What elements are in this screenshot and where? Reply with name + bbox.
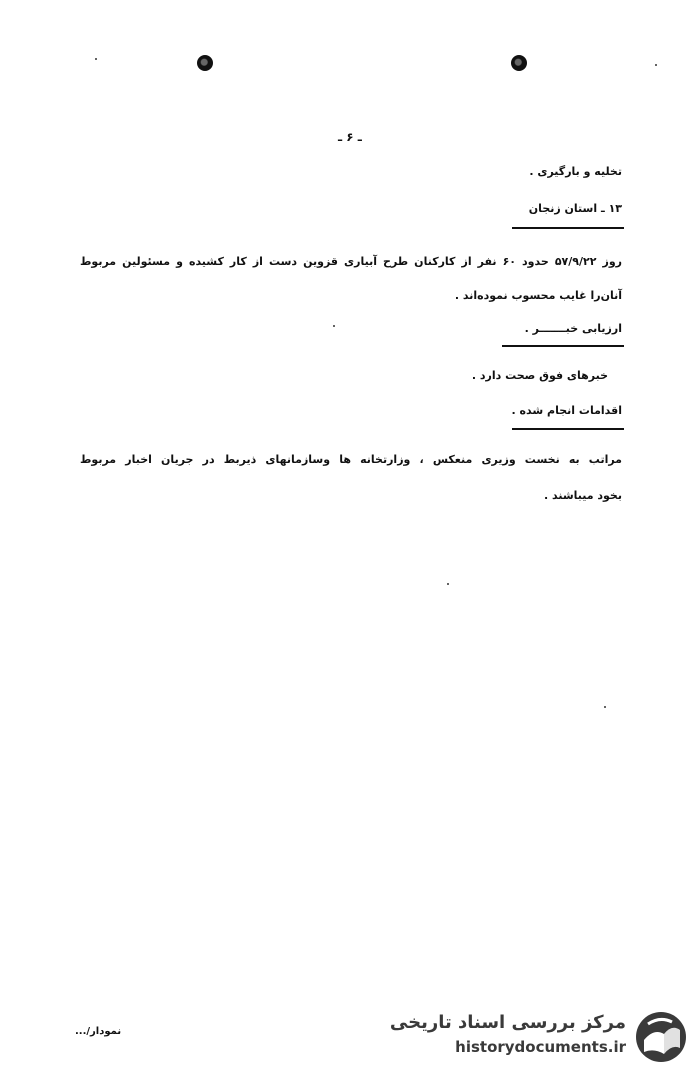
paragraph-line: آنان‌را غایب محسوب نموده‌اند . bbox=[454, 289, 622, 302]
section-heading: ۱۳ ـ استان زنجان bbox=[528, 202, 622, 215]
speck bbox=[655, 64, 657, 66]
speck bbox=[447, 583, 449, 585]
heading-underline bbox=[512, 428, 624, 430]
page-number: ـ ۶ ـ bbox=[338, 130, 362, 144]
document-code: نمودار/... bbox=[75, 1026, 122, 1037]
evaluation-text: خبرهای فوق صحت دارد . bbox=[471, 369, 608, 382]
punch-hole-left bbox=[197, 55, 213, 71]
paragraph-line: روز ۵۷/۹/۲۲ حدود ۶۰ نفر از کارکنان طرح آبیاری قزوین دست از کار کشیده و مسئولین مربوط bbox=[80, 255, 622, 268]
text-line: تخلیه و بارگیری . bbox=[529, 165, 622, 178]
logo-title: مرکز بررسی اسناد تاریخی bbox=[389, 1012, 626, 1033]
speck bbox=[333, 325, 335, 327]
speck bbox=[604, 706, 606, 708]
heading-underline bbox=[512, 227, 624, 229]
actions-heading: اقدامات انجام شده . bbox=[511, 404, 622, 417]
book-emblem-icon bbox=[634, 1010, 688, 1064]
paragraph-line: بخود میباشند . bbox=[543, 489, 622, 502]
speck bbox=[95, 58, 97, 60]
punch-hole-right bbox=[511, 55, 527, 71]
heading-underline bbox=[502, 345, 624, 347]
evaluation-heading: ارزیابی خبـــــــر . bbox=[524, 322, 622, 335]
watermark-logo bbox=[389, 1008, 692, 1066]
logo-url: historydocuments.ir bbox=[455, 1038, 626, 1056]
paragraph-line: مراتب به نخست وزیری منعکس ، وزارتخانه ها وسازمانهای ذیربط در جریان اخبار مربوط bbox=[80, 453, 622, 466]
